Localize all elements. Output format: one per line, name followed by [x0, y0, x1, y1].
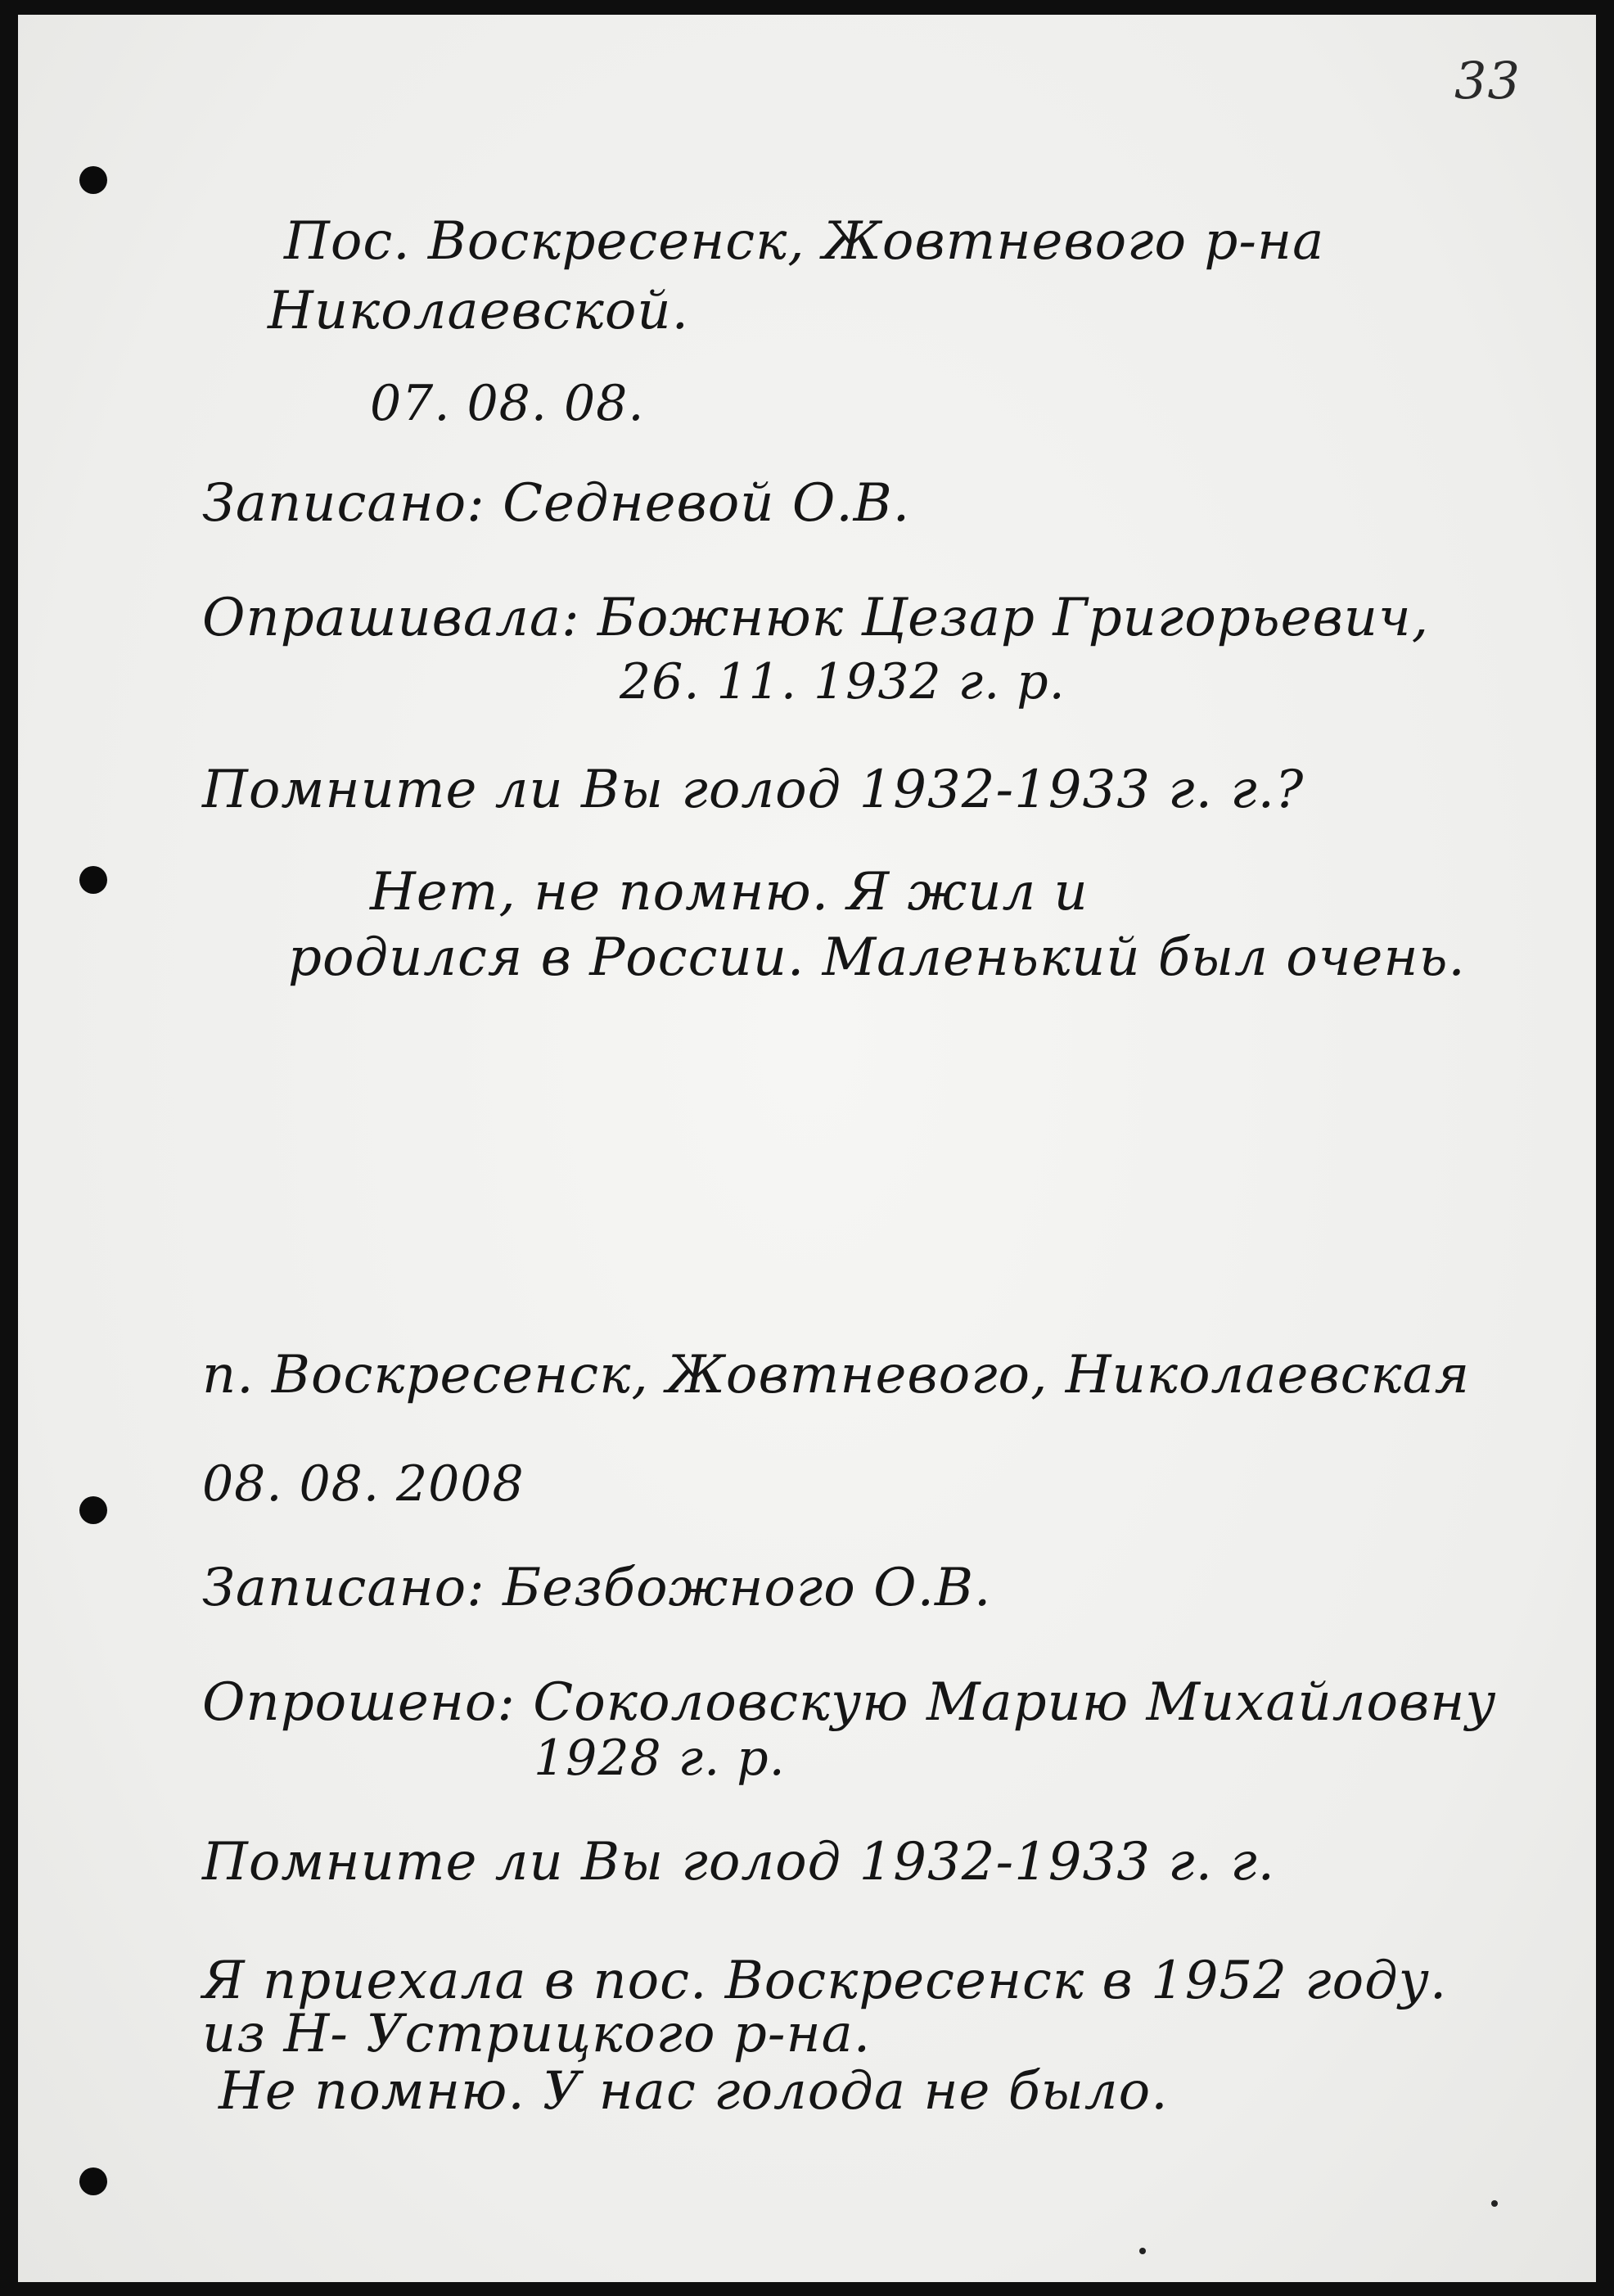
- ink-speck: [1491, 2200, 1498, 2207]
- binder-hole-4: [79, 2167, 107, 2195]
- entry-2-answer-line-2: из Н- Устрицкого р-на.: [202, 2004, 872, 2064]
- entry-1-answer-line-2: родился в России. Маленький был очень.: [288, 927, 1466, 988]
- entry-2-recorded-by: Записано: Безбожного О.В.: [202, 1558, 992, 1618]
- entry-1-date: 07. 08. 08.: [370, 375, 645, 432]
- document-page: [18, 15, 1596, 2282]
- entry-2-location-line-1: п. Воскресенск, Жовтневого, Николаевская: [202, 1345, 1471, 1405]
- entry-1-question: Помните ли Вы голод 1932-1933 г. г.?: [202, 760, 1305, 820]
- entry-2-interviewed: Опрошено: Соколовскую Марию Михайловну: [202, 1672, 1497, 1733]
- entry-2-date: 08. 08. 2008: [202, 1455, 525, 1513]
- entry-1-location-line-2: Николаевской.: [268, 281, 689, 341]
- binder-hole-1: [79, 166, 107, 194]
- ink-speck: [1139, 2248, 1146, 2254]
- entry-2-answer-line-3: Не помню. У нас голода не было.: [219, 2061, 1169, 2122]
- entry-2-birth: 1928 г. р.: [534, 1730, 786, 1787]
- page-number: 33: [1454, 51, 1521, 111]
- entry-1-answer-line-1: Нет, не помню. Я жил и: [370, 862, 1089, 922]
- entry-2-answer-line-1: Я приехала в пос. Воскресенск в 1952 году.: [202, 1951, 1448, 2011]
- entry-1-recorded-by: Записано: Седневой О.В.: [202, 473, 911, 534]
- entry-1-location-line-1: Пос. Воскресенск, Жовтневого р-на: [284, 211, 1325, 272]
- binder-hole-3: [79, 1496, 107, 1524]
- entry-1-interviewed: Опрашивала: Божнюк Цезар Григорьевич,: [202, 588, 1430, 648]
- entry-2-question: Помните ли Вы голод 1932-1933 г. г.: [202, 1832, 1275, 1892]
- entry-1-birth: 26. 11. 1932 г. р.: [620, 653, 1066, 710]
- binder-hole-2: [79, 866, 107, 894]
